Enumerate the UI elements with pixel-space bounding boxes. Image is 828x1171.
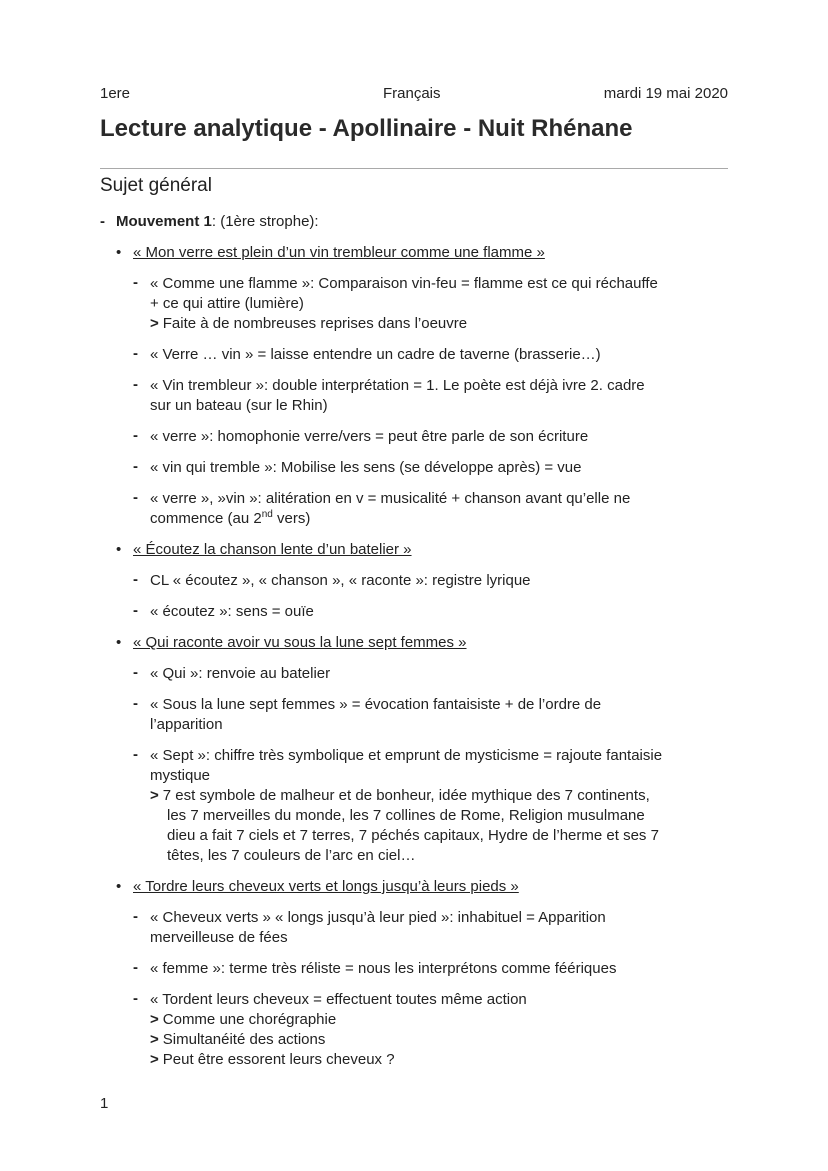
item-dash: - [133, 664, 138, 681]
item-line: « Sept »: chiffre très symbolique et emprunt de mysticisme = rajoute fantaisie [150, 747, 663, 764]
item-line: « Tordent leurs cheveux = effectuent toutes même action [150, 991, 527, 1008]
verse-quote: « Qui raconte avoir vu sous la lune sept femmes » [133, 634, 467, 651]
arrow-text: 7 est symbole de malheur et de bonheur, idée mythique des 7 continents, [162, 787, 650, 804]
verse-quote: « Écoutez la chanson lente d’un batelier » [133, 541, 412, 558]
header-subject: Français [383, 85, 441, 102]
notes-content [100, 212, 730, 1070]
arrow-text: Peut être essorent leurs cheveux ? [162, 1051, 395, 1068]
verse-quote: « Tordre leurs cheveux verts et longs jusqu’à leurs pieds » [133, 878, 519, 895]
item-line: merveilleuse de fées [150, 929, 288, 946]
item-dash: - [133, 345, 138, 362]
analysis-item [100, 990, 730, 1070]
item-line: « écoutez »: sens = ouïe [150, 603, 314, 620]
arrow-continuation: têtes, les 7 couleurs de l’arc en ciel… [167, 847, 416, 864]
item-arrow-note [150, 314, 730, 334]
arrow-marker: > [150, 1031, 159, 1048]
item-line: « Comme une flamme »: Comparaison vin-feu = flamme est ce qui réchauffe [150, 275, 658, 292]
item-dash: - [133, 908, 138, 925]
analysis-item [100, 908, 730, 948]
analysis-item [100, 427, 730, 447]
document-title: Lecture analytique - Apollinaire - Nuit Rhénane [100, 115, 633, 142]
verse-bullet [100, 243, 730, 263]
page-number: 1 [100, 1095, 109, 1112]
item-line: « vin qui tremble »: Mobilise les sens (se développe après) = vue [150, 459, 582, 476]
item-line [150, 509, 730, 529]
movement-heading [100, 212, 730, 232]
item-text: commence (au 2 [150, 510, 262, 527]
item-dash: - [133, 376, 138, 393]
item-dash: - [133, 489, 138, 506]
item-arrow-note [150, 1050, 730, 1070]
item-text: vers) [272, 510, 311, 527]
arrow-text: Comme une chorégraphie [162, 1011, 337, 1028]
item-dash: - [133, 746, 138, 763]
movement-label: Mouvement 1 [116, 213, 212, 230]
item-line: « verre », »vin »: alitération en v = musicalité + chanson avant qu’elle ne [150, 490, 631, 507]
item-dash: - [133, 959, 138, 976]
item-line: « Verre … vin » = laisse entendre un cadre de taverne (brasserie…) [150, 346, 601, 363]
item-line: mystique [150, 767, 211, 784]
analysis-item [100, 345, 730, 365]
analysis-item [100, 959, 730, 979]
item-line: « Qui »: renvoie au batelier [150, 665, 331, 682]
item-dash: - [133, 458, 138, 475]
item-line: + ce qui attire (lumière) [150, 295, 304, 312]
bullet-dot: • [116, 541, 122, 558]
bullet-dot: • [116, 634, 122, 651]
section-heading: Sujet général [100, 175, 212, 196]
item-dash: - [133, 990, 138, 1007]
verse-quote: « Mon verre est plein d’un vin trembleur comme une flamme » [133, 244, 545, 261]
item-line: « femme »: terme très réliste = nous les interprétons comme féériques [150, 960, 617, 977]
header-class: 1ere [100, 85, 131, 102]
item-line: « Vin trembleur »: double interprétation = 1. Le poète est déjà ivre 2. cadre [150, 377, 645, 394]
item-arrow-note [150, 1030, 730, 1050]
item-line: sur un bateau (sur le Rhin) [150, 397, 328, 414]
arrow-marker: > [150, 315, 159, 332]
analysis-item [100, 274, 730, 334]
arrow-text: Faite à de nombreuses reprises dans l’oeuvre [162, 315, 468, 332]
analysis-item [100, 664, 730, 684]
analysis-item [100, 602, 730, 622]
item-arrow-note [150, 1010, 730, 1030]
arrow-marker: > [150, 1011, 159, 1028]
item-line: CL « écoutez », « chanson », « raconte »: registre lyrique [150, 572, 531, 589]
verse-bullet [100, 633, 730, 653]
item-line: « Sous la lune sept femmes » = évocation fantaisiste + de l’ordre de [150, 696, 602, 713]
item-line: l’apparition [150, 716, 223, 733]
analysis-item [100, 695, 730, 735]
item-dash: - [133, 602, 138, 619]
movement-detail: : (1ère strophe): [211, 213, 319, 230]
analysis-item [100, 746, 730, 866]
verse-bullet [100, 540, 730, 560]
header-date: mardi 19 mai 2020 [603, 85, 728, 102]
item-line: « Cheveux verts » « longs jusqu’à leur pied »: inhabituel = Apparition [150, 909, 606, 926]
analysis-item [100, 458, 730, 478]
analysis-item [100, 571, 730, 591]
arrow-text: Simultanéité des actions [162, 1031, 326, 1048]
arrow-marker: > [150, 1051, 159, 1068]
ordinal-superscript: nd [261, 509, 273, 520]
item-line: « verre »: homophonie verre/vers = peut être parle de son écriture [150, 428, 589, 445]
movement-dash: - [100, 213, 105, 230]
arrow-continuation: dieu a fait 7 ciels et 7 terres, 7 péchés capitaux, Hydre de l’herme et ses 7 [167, 827, 659, 844]
item-arrow-note [150, 786, 730, 806]
analysis-item [100, 376, 730, 416]
arrow-marker: > [150, 787, 159, 804]
item-dash: - [133, 274, 138, 291]
bullet-dot: • [116, 878, 122, 895]
verse-bullet [100, 877, 730, 897]
item-dash: - [133, 571, 138, 588]
bullet-dot: • [116, 244, 122, 261]
item-dash: - [133, 427, 138, 444]
arrow-continuation: les 7 merveilles du monde, les 7 collines de Rome, Religion musulmane [167, 807, 645, 824]
title-divider [100, 168, 728, 169]
analysis-item [100, 489, 730, 529]
item-dash: - [133, 695, 138, 712]
